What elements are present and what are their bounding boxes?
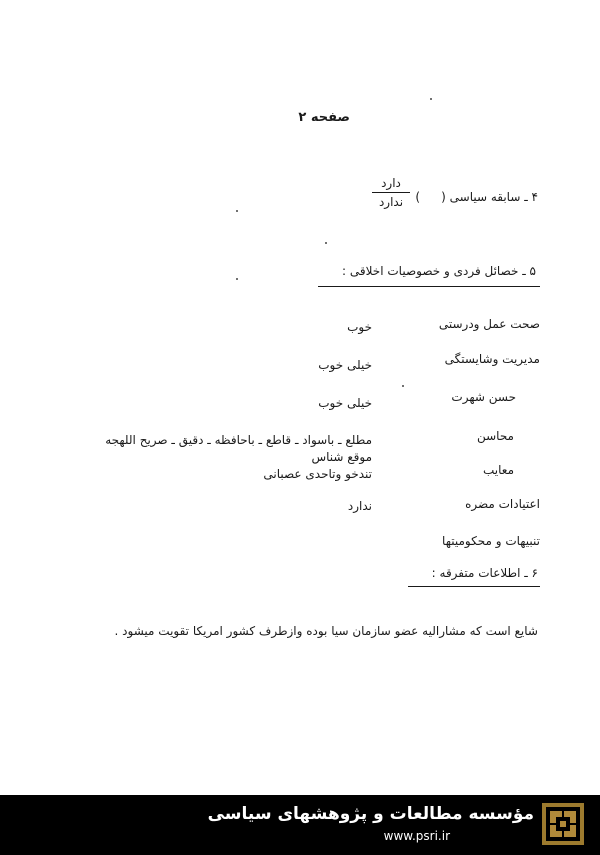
option-has: دارد <box>381 176 401 190</box>
row-value-integrity: خوب <box>347 320 372 334</box>
row-label-reputation: حسن شهرت <box>451 390 516 404</box>
scan-speck <box>325 242 327 244</box>
footer-title: مؤسسه مطالعات و پژوهشهای سیاسی <box>207 804 534 824</box>
row-value-faults: تندخو وتاحدی عصبانی <box>263 467 372 481</box>
row-label-virtues: محاسن <box>476 429 514 443</box>
psri-logo-icon <box>542 803 584 845</box>
row-value-addictions: ندارد <box>347 499 372 513</box>
section-personal-traits-title: ۵ ـ خصائل فردی و خصوصیات اخلاقی : <box>342 264 536 278</box>
section-misc-info-title: ۶ ـ اطلاعات متفرقه : <box>431 566 538 580</box>
scan-speck <box>236 278 238 280</box>
footer-banner <box>0 795 600 855</box>
row-label-addictions: اعتیادات مضره <box>465 497 540 511</box>
section-title-underline <box>318 286 540 287</box>
row-label-management: مدیریت وشایستگی <box>444 352 540 366</box>
political-record-options <box>372 176 410 209</box>
row-label-faults: معایب <box>483 463 514 477</box>
footer-url[interactable]: www.psri.ir <box>383 829 450 843</box>
fraction-line <box>372 192 410 193</box>
row-label-integrity: صحت عمل ودرستی <box>438 317 540 331</box>
row-value-management: خیلی خوب <box>318 358 372 372</box>
scan-speck <box>430 98 432 100</box>
section-title-underline <box>408 586 540 587</box>
scan-speck <box>236 210 238 212</box>
option-none: ندارد <box>378 195 404 209</box>
row-label-punishments: تنبیهات و محکومیتها <box>442 534 540 548</box>
row-value-virtues: مطلع ـ باسواد ـ قاطع ـ باحافظه ـ دقیق ـ صریح اللهجه <box>105 433 372 447</box>
misc-note: شایع است که مشارالیه عضو سازمان سیا بوده وازطرف کشور امریکا تقویت میشود . <box>114 624 538 638</box>
scan-speck <box>402 385 404 387</box>
row-value-virtues-cont: موقع شناس <box>311 450 372 464</box>
row-value-reputation: خیلی خوب <box>318 396 372 410</box>
section-political-record-label: ۴ ـ سابقه سیاسی ( <box>441 190 538 204</box>
section-political-record-close: ) <box>415 190 420 204</box>
page-number: صفحه ۲ <box>298 110 350 125</box>
